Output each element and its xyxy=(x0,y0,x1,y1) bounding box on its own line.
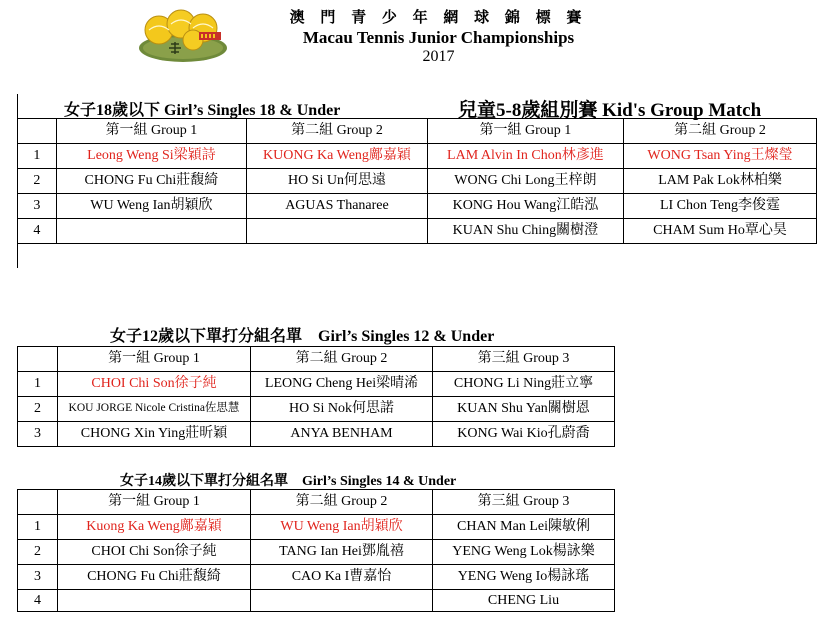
title-year: 2017 xyxy=(422,48,455,65)
table-header-row xyxy=(18,119,817,144)
table-row xyxy=(18,169,817,194)
player-cell: HO Si Un何思遠 xyxy=(247,169,428,194)
column-header: 第二組 Group 2 xyxy=(251,490,433,515)
row-index: 1 xyxy=(18,515,58,540)
player-cell: TANG Ian Hei鄧胤禧 xyxy=(251,540,433,565)
row-index: 2 xyxy=(18,397,58,422)
player-cell: WU Weng Ian胡穎欣 xyxy=(56,194,247,219)
table-row xyxy=(18,590,615,612)
row-index: 3 xyxy=(18,194,57,219)
table-header-row xyxy=(18,490,615,515)
section-title-girls-14: 女子14歲以下單打分組名單 Girl’s Singles 14 & Under xyxy=(120,474,457,489)
table-row xyxy=(18,219,817,244)
player-cell: CHONG Xin Ying莊昕穎 xyxy=(58,422,251,447)
player-cell: CHONG Fu Chi莊馥綺 xyxy=(58,565,251,590)
player-cell: LEONG Cheng Hei梁晴浠 xyxy=(251,372,433,397)
player-cell: KUONG Ka Weng鄺嘉穎 xyxy=(247,144,428,169)
column-header: 第二組 Group 2 xyxy=(247,119,428,144)
player-cell: LI Chon Teng李俊霆 xyxy=(624,194,817,219)
row-index: 1 xyxy=(18,144,57,169)
player-cell: Leong Weng Si梁穎詩 xyxy=(56,144,247,169)
player-cell: CAO Ka I曹嘉怡 xyxy=(251,565,433,590)
section-title-girls-12: 女子12歲以下單打分組名單 Girl’s Singles 12 & Under xyxy=(110,328,495,345)
row-index: 4 xyxy=(18,219,57,244)
column-header: 第三組 Group 3 xyxy=(433,490,615,515)
player-cell: KUAN Shu Ching關樹澄 xyxy=(427,219,623,244)
row-index: 1 xyxy=(18,372,58,397)
player-cell: LAM Pak Lok林柏樂 xyxy=(624,169,817,194)
player-cell: KONG Hou Wang江皓泓 xyxy=(427,194,623,219)
player-cell: WONG Chi Long王梓朗 xyxy=(427,169,623,194)
table-girls12 xyxy=(17,346,615,447)
table-row xyxy=(18,194,817,219)
player-cell: KONG Wai Kio孔蔚喬 xyxy=(433,422,615,447)
player-cell: CHENG Liu xyxy=(433,590,615,612)
table-row xyxy=(18,422,615,447)
table-girls18-kids xyxy=(17,118,817,244)
player-cell: YENG Weng Io楊詠瑤 xyxy=(433,565,615,590)
table-girls14 xyxy=(17,489,615,612)
player-cell: Kuong Ka Weng鄺嘉穎 xyxy=(58,515,251,540)
column-header: 第二組 Group 2 xyxy=(251,347,433,372)
player-cell xyxy=(56,219,247,244)
section-title-girls-18: 女子18歲以下 Girl’s Singles 18 & Under xyxy=(64,102,341,119)
player-cell: AGUAS Thanaree xyxy=(247,194,428,219)
row-index: 2 xyxy=(18,169,57,194)
column-header: 第一組 Group 1 xyxy=(427,119,623,144)
player-cell xyxy=(58,590,251,612)
table-row xyxy=(18,515,615,540)
title-chinese: 澳 門 青 少 年 網 球 錦 標 賽 xyxy=(289,10,588,26)
player-cell: CHONG Fu Chi莊馥綺 xyxy=(56,169,247,194)
column-header: 第二組 Group 2 xyxy=(624,119,817,144)
player-cell: WONG Tsan Ying王燦瑩 xyxy=(624,144,817,169)
player-cell: CHONG Li Ning莊立寧 xyxy=(433,372,615,397)
table-row xyxy=(18,144,817,169)
column-header: 第一組 Group 1 xyxy=(58,347,251,372)
table-header-row xyxy=(18,347,615,372)
section-title-kids-group: 兒童5-8歲組別賽 Kid's Group Match xyxy=(458,100,762,121)
index-header xyxy=(18,490,58,515)
row-index: 3 xyxy=(18,422,58,447)
player-cell: KOU JORGE Nicole Cristina佐思慧 xyxy=(58,397,251,422)
player-cell: CHOI Chi Son徐子純 xyxy=(58,372,251,397)
title-english: Macau Tennis Junior Championships xyxy=(302,28,575,47)
table-row xyxy=(18,372,615,397)
index-header xyxy=(18,119,57,144)
player-cell: CHAN Man Lei陳敏俐 xyxy=(433,515,615,540)
row-index: 4 xyxy=(18,590,58,612)
player-cell: LAM Alvin In Chon林彥進 xyxy=(427,144,623,169)
index-header xyxy=(18,347,58,372)
player-cell: KUAN Shu Yan關樹恩 xyxy=(433,397,615,422)
row-index: 2 xyxy=(18,540,58,565)
player-cell xyxy=(251,590,433,612)
player-cell: YENG Weng Lok楊詠樂 xyxy=(433,540,615,565)
player-cell: CHAM Sum Ho覃心昊 xyxy=(624,219,817,244)
player-cell xyxy=(247,219,428,244)
column-header: 第一組 Group 1 xyxy=(58,490,251,515)
player-cell: CHOI Chi Son徐子純 xyxy=(58,540,251,565)
player-cell: ANYA BENHAM xyxy=(251,422,433,447)
table-row xyxy=(18,397,615,422)
table-row xyxy=(18,565,615,590)
player-cell: HO Si Nok何思諾 xyxy=(251,397,433,422)
table-row xyxy=(18,540,615,565)
column-header: 第一組 Group 1 xyxy=(56,119,247,144)
column-header: 第三組 Group 3 xyxy=(433,347,615,372)
player-cell: WU Weng Ian胡穎欣 xyxy=(251,515,433,540)
row-index: 3 xyxy=(18,565,58,590)
